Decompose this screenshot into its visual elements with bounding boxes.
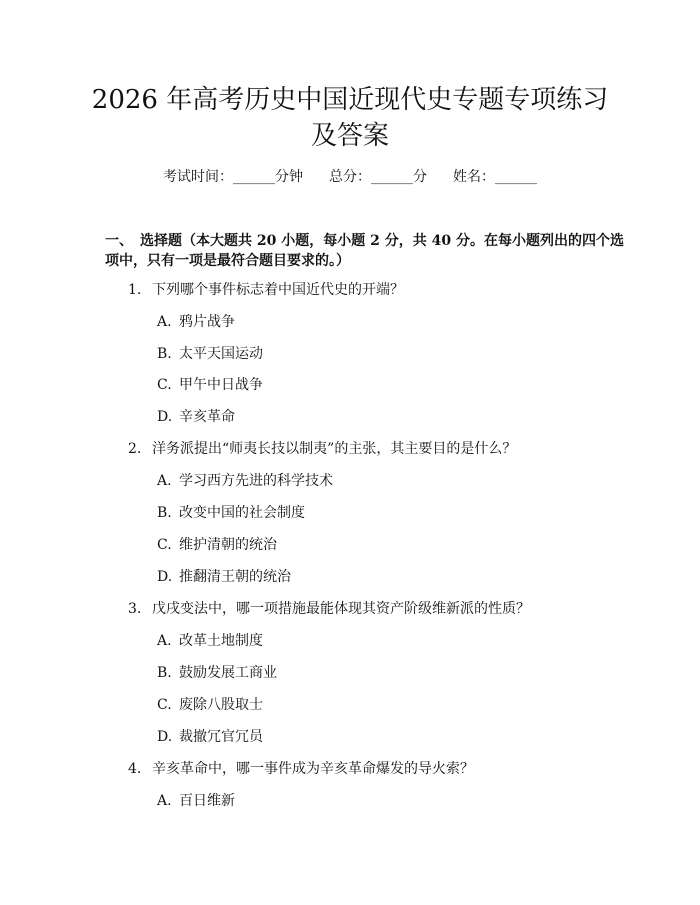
question-3-option-a [157, 630, 263, 652]
exam-info-line [0, 166, 700, 188]
option-text: 废除八股取士 [179, 697, 263, 713]
option-letter: D. [157, 569, 173, 585]
option-letter: C. [157, 537, 172, 553]
option-letter: B. [157, 346, 172, 362]
option-letter: B. [157, 505, 172, 521]
question-2 [128, 438, 516, 460]
question-text: 洋务派提出“师夷长技以制夷”的主张，其主要目的是什么？ [152, 441, 517, 457]
question-1-option-b [157, 343, 263, 365]
option-letter: A. [157, 633, 172, 649]
question-2-option-a [157, 470, 333, 492]
option-letter: B. [157, 665, 172, 681]
question-2-option-d [157, 566, 291, 588]
option-letter: A. [157, 793, 172, 809]
option-text: 维护清朝的统治 [179, 537, 277, 553]
option-text: 太平天国运动 [179, 346, 263, 362]
option-letter: C. [157, 697, 172, 713]
question-text: 戊戌变法中，哪一项措施最能体现其资产阶级维新派的性质？ [152, 601, 530, 617]
option-text: 鸦片战争 [179, 314, 235, 330]
option-letter: C. [157, 377, 172, 393]
question-4 [128, 758, 474, 780]
question-2-option-c [157, 534, 277, 556]
question-4-option-a [157, 790, 235, 812]
question-3 [128, 598, 530, 620]
question-number: 1. [128, 282, 142, 298]
question-number: 3. [128, 601, 142, 617]
option-text: 百日维新 [179, 793, 235, 809]
option-text: 辛亥革命 [179, 409, 235, 425]
option-letter: D. [157, 409, 173, 425]
page-title-line-1: 2026 年高考历史中国近现代史专题专项练习 [91, 85, 609, 115]
exam-time-field: 考试时间：______分钟 [163, 169, 303, 185]
question-1-option-d [157, 406, 235, 428]
section-heading-line-2: 项中，只有一项是最符合题目要求的。） [105, 253, 350, 269]
option-letter: A. [157, 314, 172, 330]
total-score-field: 总分：______分 [329, 169, 427, 185]
question-3-option-d [157, 726, 263, 748]
question-1-option-c [157, 374, 263, 396]
option-text: 鼓励发展工商业 [179, 665, 277, 681]
page-title-line-2: 及答案 [310, 121, 389, 151]
question-number: 2. [128, 441, 142, 457]
option-text: 改变中国的社会制度 [179, 505, 305, 521]
question-2-option-b [157, 502, 305, 524]
option-letter: A. [157, 473, 172, 489]
question-number: 4. [128, 761, 142, 777]
question-text: 辛亥革命中，哪一事件成为辛亥革命爆发的导火索？ [152, 761, 474, 777]
option-text: 裁撤冗官冗员 [179, 729, 263, 745]
question-text: 下列哪个事件标志着中国近代史的开端？ [152, 282, 404, 298]
question-1 [128, 279, 404, 301]
question-3-option-c [157, 694, 263, 716]
student-name-field: 姓名：______ [453, 169, 537, 185]
question-1-option-a [157, 311, 235, 333]
section-heading-line-1: 一、 选择题（本大题共 20 小题，每小题 2 分，共 40 分。在每小题列出的四个选 [105, 233, 624, 249]
question-3-option-b [157, 662, 277, 684]
option-text: 改革土地制度 [179, 633, 263, 649]
option-letter: D. [157, 729, 173, 745]
option-text: 推翻清王朝的统治 [179, 569, 291, 585]
option-text: 学习西方先进的科学技术 [179, 473, 333, 489]
option-text: 甲午中日战争 [179, 377, 263, 393]
